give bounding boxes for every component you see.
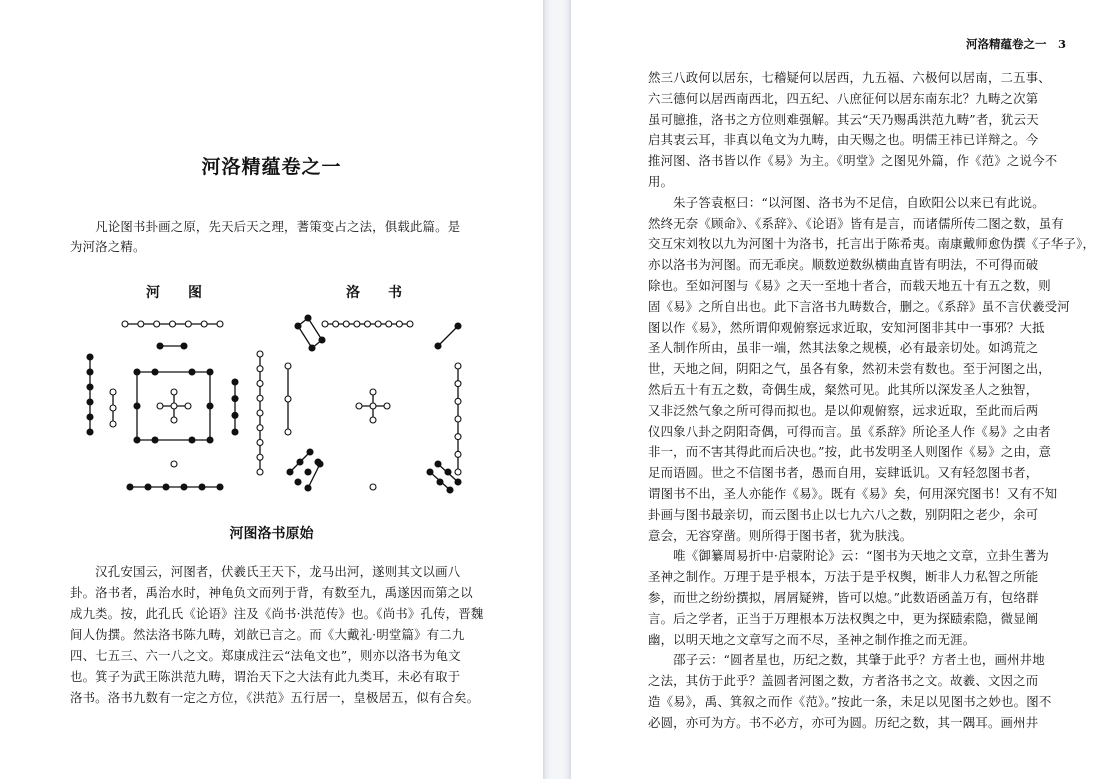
yang-dot	[386, 321, 392, 327]
yin-dot	[189, 369, 195, 375]
yang-dot	[257, 366, 263, 372]
yin-dot	[435, 343, 441, 349]
body-line: 圣人制作所由，虽非一端，然其法象之规模，必有最亲切处。如鸿荒之	[648, 340, 1039, 356]
left-page	[0, 0, 543, 779]
dot-connector	[308, 318, 322, 340]
dot-connector	[438, 326, 458, 346]
yang-dot	[285, 429, 291, 435]
yin-dot	[87, 354, 93, 360]
yang-dot	[455, 434, 461, 440]
body-line: 朱子答袁枢曰：“以河图、洛书为不足信，自欧阳公以来已有此说。	[648, 194, 1045, 210]
yang-dot	[370, 484, 376, 490]
yin-dot	[207, 369, 213, 375]
body-line: 卦画与图书最亲切，而云图书止以七九六八之数，别阴阳之老少，余可	[648, 506, 1039, 522]
body-line: 然后五十有五之数，奇偶生成，粲然可见。此其所以深发圣人之独智，	[648, 382, 1039, 397]
body-line: 唯《御纂周易折中·启蒙附论》云：“图书为天地之文章，立卦生蓍为	[648, 548, 1049, 564]
body-line: 用。	[648, 174, 674, 189]
yang-dot	[110, 389, 116, 395]
yang-dot	[171, 461, 177, 467]
running-head: 河洛精蕴卷之一 3	[965, 37, 1066, 51]
yang-dot	[407, 321, 413, 327]
yang-dot	[257, 425, 263, 431]
yang-dot	[455, 381, 461, 387]
body-line: 之法，其仿于此乎？盖圆者河图之数，方者洛书之文。故羲、文因之而	[648, 673, 1039, 689]
body-line: 汉孔安国云，河图者，伏羲氏王天下，龙马出河，遂则其文以画八	[70, 564, 461, 579]
luoshu-label: 洛 书	[346, 285, 402, 301]
yang-dot	[455, 398, 461, 404]
body-line: 启其衷云耳，非真以龟文为九畴，由天赐之也。明儒王祎已详辩之。今	[648, 132, 1039, 148]
yang-dot	[171, 403, 177, 409]
body-line: 意会，无容穿凿。则所得于图书者，犹为肤浅。	[648, 527, 913, 543]
yin-dot	[295, 323, 301, 329]
body-line: 也。箕子为武王陈洪范九畴，谓治天下之大法有此九类耳，未必有取于	[70, 669, 461, 684]
yin-dot	[232, 396, 238, 402]
yin-dot	[87, 399, 93, 405]
body-line: 洛书。洛书九数有一定之方位，《洪范》五行居一，皇极居五，似有合矣。	[70, 690, 480, 705]
body-line: 四、七五三、六一八之文。郑康成注云“法龟文也”，则亦以洛书为龟文	[70, 648, 461, 663]
yang-dot	[370, 389, 376, 395]
yin-dot	[134, 403, 140, 409]
yang-dot	[122, 321, 128, 327]
section-title: 河图洛书原始	[229, 526, 314, 542]
body-line: 言。后之学者，正当于万理根本万法权舆之中，更为探赜索隐，微显阐	[648, 610, 1039, 626]
yang-dot	[171, 389, 177, 395]
yang-dot	[110, 421, 116, 427]
yang-dot	[384, 403, 390, 409]
yang-dot	[343, 321, 349, 327]
yin-dot	[309, 345, 315, 351]
body-line: 非一，而不害其得此而后决也。”按，此书发明圣人则图作《易》之由，意	[648, 444, 1052, 460]
yang-dot	[154, 321, 160, 327]
hetu-luoshu-diagram	[80, 312, 480, 502]
yin-dot	[87, 369, 93, 375]
yang-dot	[375, 321, 381, 327]
hetu-figure	[87, 321, 263, 490]
yin-dot	[163, 484, 169, 490]
body-line: 参，而世之纷纷撰拟，屑屑疑辨，皆可以熄。”此数语函盖万有，包络群	[648, 590, 1039, 605]
yang-dot	[201, 321, 207, 327]
body-line: 间人伪撰。然法洛书陈九畴，刘歆已言之。而《大戴礼·明堂篇》有二九	[70, 627, 465, 642]
yin-dot	[157, 343, 163, 349]
yin-dot	[152, 437, 158, 443]
intro-line: 为河洛之精。	[70, 239, 146, 254]
yin-dot	[134, 369, 140, 375]
body-line: 又非泛然气象之所可得而拟也。是以仰观俯察，远求近取，至此而后两	[648, 402, 1039, 418]
yang-dot	[365, 321, 371, 327]
yang-dot	[354, 321, 360, 327]
yang-dot	[257, 410, 263, 416]
yang-dot	[185, 403, 191, 409]
yin-dot	[87, 414, 93, 420]
yang-dot	[257, 469, 263, 475]
yin-dot	[455, 323, 461, 329]
body-line: 除也。至如河图与《易》之天一至地十者合，而载天地五十有五之数，则	[648, 278, 1051, 293]
yang-dot	[322, 321, 328, 327]
dot-connector	[308, 464, 320, 488]
yang-dot	[157, 403, 163, 409]
yin-dot	[134, 437, 140, 443]
body-line: 圣神之制作。万理于是乎根本，万法于是乎权舆，断非人力私智之所能	[648, 569, 1039, 585]
body-line: 图以作《易》，然所谓仰观俯察远求近取，安知河图非其中一事邪？大抵	[648, 319, 1045, 335]
yang-dot	[257, 381, 263, 387]
yang-dot	[171, 417, 177, 423]
yin-dot	[305, 469, 311, 475]
yin-dot	[232, 379, 238, 385]
yin-dot	[217, 484, 223, 490]
yin-dot	[207, 403, 213, 409]
yang-dot	[285, 363, 291, 369]
yang-dot	[370, 403, 376, 409]
yang-dot	[257, 440, 263, 446]
yin-dot	[145, 484, 151, 490]
yin-dot	[199, 484, 205, 490]
yin-dot	[181, 484, 187, 490]
intro-line: 凡论图书卦画之原，先天后天之理，蓍策变占之法，俱载此篇。是	[70, 219, 461, 234]
body-line: 推河图、洛书皆以作《易》为主。《明堂》之图见外篇，作《范》之说今不	[648, 153, 1058, 169]
yang-dot	[170, 321, 176, 327]
yang-dot	[333, 321, 339, 327]
yin-dot	[181, 343, 187, 349]
body-line: 固《易》之所自出也。此下言洛书九畴数合，删之。《系辞》虽不言伏羲受河	[648, 298, 1070, 314]
yang-dot	[138, 321, 144, 327]
yang-dot	[285, 396, 291, 402]
body-line: 成九类。按，此孔氏《论语》注及《尚书·洪范传》也。《尚书》孔传，晋魏	[70, 606, 484, 621]
yin-dot	[295, 479, 301, 485]
right-page	[571, 0, 1114, 779]
yang-dot	[396, 321, 402, 327]
body-line: 然三八政何以居东，七稽疑何以居西，九五福、六极何以居南，二五事、	[648, 70, 1051, 85]
body-line: 必圆，亦可为方。书不必方，亦可为圆。历纪之数，其一隅耳。画州井	[648, 714, 1039, 730]
yin-dot	[232, 412, 238, 418]
yang-dot	[455, 416, 461, 422]
body-line: 交互宋刘牧以九为河图十为洛书，托言出于陈希夷。南康戴师愈伪撰《子华子》，	[648, 236, 1096, 252]
body-line: 谓图书不出，圣人亦能作《易》。既有《易》矣，何用深究图书！又有不知	[648, 486, 1058, 501]
yang-dot	[257, 351, 263, 357]
yang-dot	[217, 321, 223, 327]
yang-dot	[257, 454, 263, 460]
hetu-label: 河 图	[146, 285, 202, 301]
dot-connector	[298, 326, 312, 348]
yin-dot	[152, 369, 158, 375]
body-line: 幽，以明天地之文章写之而不尽，圣神之制作推之而无涯。	[648, 631, 976, 647]
yang-dot	[455, 451, 461, 457]
yin-dot	[232, 429, 238, 435]
body-line: 六三德何以居西南西北，四五纪、八庶征何以居东南东北？九畴之次第	[648, 90, 1039, 106]
yang-dot	[257, 395, 263, 401]
yang-dot	[356, 403, 362, 409]
yin-dot	[305, 315, 311, 321]
yang-dot	[455, 469, 461, 475]
yin-dot	[319, 337, 325, 343]
yang-dot	[185, 321, 191, 327]
body-line: 造《易》，禹、箕叙之而作《范》。”按此一条，未足以见图书之妙也。图不	[648, 694, 1052, 709]
body-line: 卦。洛书者，禹治水时，神龟负文而列于背，有数至九，禹遂因而第之以	[70, 585, 473, 600]
body-line: 亦以洛书为河图。而无乖戾。顺数逆数纵横曲直皆有明法，不可得而破	[648, 257, 1039, 273]
yin-dot	[189, 437, 195, 443]
body-line: 然终无奈《顾命》、《系辞》、《论语》皆有是言，而诸儒所传二图之数，虽有	[648, 215, 1064, 231]
body-line: 虽可臆推，洛书之方位则难强解。其云“天乃赐禹洪范九畴”者，犹云天	[648, 111, 1039, 127]
luoshu-figure	[285, 315, 461, 493]
yin-dot	[87, 384, 93, 390]
yin-dot	[87, 429, 93, 435]
yin-dot	[127, 484, 133, 490]
page-gutter	[543, 0, 571, 779]
body-line: 邵子云：“圆者星也，历纪之数，其肇于此乎？方者土也，画州井地	[648, 652, 1045, 668]
yang-dot	[110, 405, 116, 411]
yang-dot	[455, 363, 461, 369]
body-line: 世，天地之间，阴阳之气，虽各有象，然初未尝有数也。至于河图之出，	[648, 361, 1051, 377]
body-line: 仪四象八卦之阴阳奇偶，可得而言。虽《系辞》所论圣人作《易》之由者	[648, 423, 1051, 439]
body-line: 足而语圆。世之不信图书者，愚而自用，妄肆诋讥。又有轻忽图书者，	[648, 465, 1039, 481]
chapter-title: 河洛精蕴卷之一	[201, 156, 342, 178]
yin-dot	[207, 437, 213, 443]
yang-dot	[370, 417, 376, 423]
